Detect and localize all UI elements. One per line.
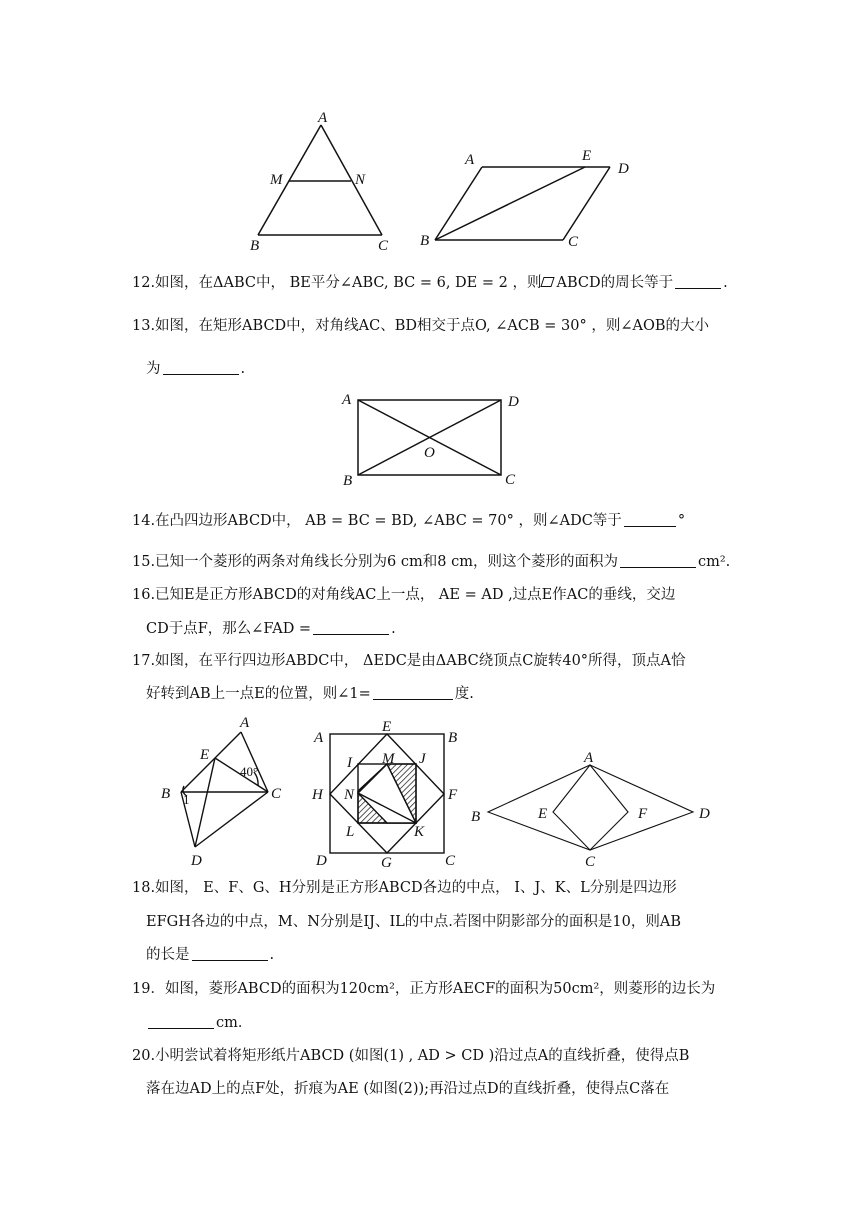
question-13-end: . bbox=[240, 361, 246, 377]
label-c: C bbox=[568, 234, 579, 250]
question-16-line1: 16.已知E是正方形ABCD的对角线AC上一点， AE = AD ,过点E作AC的垂线，交边 bbox=[132, 587, 676, 603]
label-e: E bbox=[200, 747, 210, 763]
label-angle-1: 1 bbox=[183, 792, 190, 807]
triangle-diagram bbox=[245, 108, 395, 253]
label-a: A bbox=[465, 152, 475, 168]
label-n: N bbox=[344, 787, 355, 803]
question-14-end: ° bbox=[677, 513, 686, 529]
question-13 bbox=[132, 315, 732, 337]
question-20-line1: 20.小明尝试着将矩形纸片ABCD (如图(1) , AD > CD )沿过点A的直线折叠，使得点B bbox=[132, 1048, 690, 1064]
parallelogram-icon bbox=[541, 277, 555, 287]
question-18-cont1 bbox=[146, 911, 746, 933]
question-17 bbox=[132, 650, 732, 672]
question-13-line1: 13.如图，在矩形ABCD中，对角线AC、BD相交于点O, ∠ACB = 30° ，则∠AOB的大小 bbox=[132, 318, 709, 334]
label-f: F bbox=[638, 806, 648, 822]
label-o: O bbox=[424, 445, 435, 461]
question-19-end: cm． bbox=[216, 1015, 253, 1031]
question-12-text-after: ABCD的周长等于 bbox=[556, 275, 674, 291]
question-18-line3: 的长是 bbox=[146, 947, 190, 963]
label-i: I bbox=[347, 755, 352, 771]
question-17-end: 度. bbox=[454, 686, 474, 702]
label-a: A bbox=[318, 110, 328, 126]
label-e: E bbox=[382, 719, 392, 735]
question-20 bbox=[132, 1045, 732, 1067]
question-14 bbox=[132, 510, 732, 532]
parallelogram-diagram bbox=[415, 145, 635, 253]
question-16 bbox=[132, 584, 732, 606]
label-c: C bbox=[445, 853, 456, 869]
question-18-line2: EFGH各边的中点，M、N分别是IJ、IL的中点.若图中阴影部分的面积是10，则AB bbox=[146, 914, 681, 930]
question-19-cont bbox=[146, 1012, 746, 1034]
figure-squares bbox=[310, 719, 465, 871]
label-l: L bbox=[346, 824, 355, 840]
label-m: M bbox=[382, 751, 395, 767]
squares-diagram bbox=[310, 719, 465, 871]
question-15 bbox=[132, 551, 732, 573]
figure-triangle bbox=[245, 108, 395, 253]
question-12 bbox=[132, 272, 732, 294]
question-17-cont bbox=[146, 683, 746, 705]
answer-blank-14[interactable] bbox=[624, 511, 676, 527]
label-m: M bbox=[270, 172, 283, 188]
question-17-line1: 17.如图，在平行四边形ABDC中， ΔEDC是由ΔABC绕顶点C旋转40°所得，顶点A恰 bbox=[132, 653, 686, 669]
question-18 bbox=[132, 877, 732, 899]
question-16-line2: CD于点F，那么∠FAD = bbox=[146, 621, 312, 637]
rectangle-diagram bbox=[340, 390, 525, 490]
question-18-line1: 18.如图， E、F、G、H分别是正方形ABCD各边的中点， I、J、K、L分别是四边形 bbox=[132, 880, 677, 896]
label-d: D bbox=[618, 161, 629, 177]
answer-blank-13[interactable] bbox=[163, 359, 239, 375]
label-d: D bbox=[699, 806, 710, 822]
label-c: C bbox=[505, 472, 516, 488]
label-b: B bbox=[343, 473, 353, 489]
question-18-end: . bbox=[269, 947, 275, 963]
answer-blank-12[interactable] bbox=[675, 273, 721, 289]
label-b: B bbox=[471, 809, 481, 825]
label-d: D bbox=[508, 394, 519, 410]
answer-blank-15[interactable] bbox=[620, 552, 696, 568]
label-a: A bbox=[342, 392, 352, 408]
label-j: J bbox=[419, 751, 426, 767]
label-h: H bbox=[312, 787, 323, 803]
label-f: F bbox=[448, 787, 458, 803]
question-12-end: . bbox=[723, 275, 728, 291]
question-15-end: cm². bbox=[697, 554, 731, 570]
question-15-text: 15.已知一个菱形的两条对角线长分别为6 cm和8 cm，则这个菱形的面积为 bbox=[132, 554, 618, 570]
figure-rotation bbox=[158, 712, 293, 874]
rotation-diagram bbox=[158, 712, 293, 874]
question-19 bbox=[132, 978, 732, 1000]
label-e: E bbox=[582, 148, 592, 164]
label-b: B bbox=[420, 233, 430, 249]
label-b: B bbox=[161, 786, 171, 802]
question-20-cont bbox=[146, 1078, 746, 1100]
label-n: N bbox=[355, 172, 366, 188]
answer-blank-16[interactable] bbox=[313, 619, 389, 635]
label-c: C bbox=[378, 238, 389, 254]
answer-blank-18[interactable] bbox=[192, 945, 268, 961]
label-b: B bbox=[250, 238, 260, 254]
question-14-text: 14.在凸四边形ABCD中， AB = BC = BD, ∠ABC = 70° ，则∠ADC等于 bbox=[132, 513, 622, 529]
question-18-cont2 bbox=[146, 944, 746, 966]
figure-rectangle bbox=[340, 390, 525, 490]
answer-blank-19[interactable] bbox=[148, 1013, 214, 1029]
figure-rhombus bbox=[468, 750, 723, 872]
label-g: G bbox=[381, 855, 392, 871]
label-k: K bbox=[414, 824, 425, 840]
label-a: A bbox=[584, 750, 594, 766]
question-13-cont bbox=[146, 358, 746, 380]
label-d: D bbox=[316, 853, 327, 869]
label-a: A bbox=[314, 730, 324, 746]
label-angle-40: 40° bbox=[240, 764, 259, 779]
label-d: D bbox=[191, 853, 202, 869]
question-16-end: . bbox=[391, 621, 396, 637]
label-e: E bbox=[538, 806, 548, 822]
answer-blank-17[interactable] bbox=[373, 684, 453, 700]
label-c: C bbox=[271, 786, 282, 802]
label-c: C bbox=[585, 854, 596, 870]
question-17-line2: 好转到AB上一点E的位置，则∠1= bbox=[146, 686, 371, 702]
question-12-text: 12.如图，在ΔABC中， BE平分∠ABC, BC = 6, DE = 2 ，则 bbox=[132, 275, 542, 291]
figure-parallelogram bbox=[415, 145, 635, 253]
question-16-cont bbox=[146, 618, 746, 640]
question-20-line2: 落在边AD上的点F处，折痕为AE (如图(2));再沿过点D的直线折叠，使得点C落在 bbox=[146, 1081, 670, 1097]
question-13-line2: 为 bbox=[146, 361, 161, 377]
label-a: A bbox=[240, 715, 250, 731]
label-b: B bbox=[448, 730, 458, 746]
rhombus-diagram bbox=[468, 750, 723, 872]
question-19-line1: 19．如图，菱形ABCD的面积为120cm²，正方形AECF的面积为50cm²，则菱形的边长为 bbox=[132, 981, 716, 997]
